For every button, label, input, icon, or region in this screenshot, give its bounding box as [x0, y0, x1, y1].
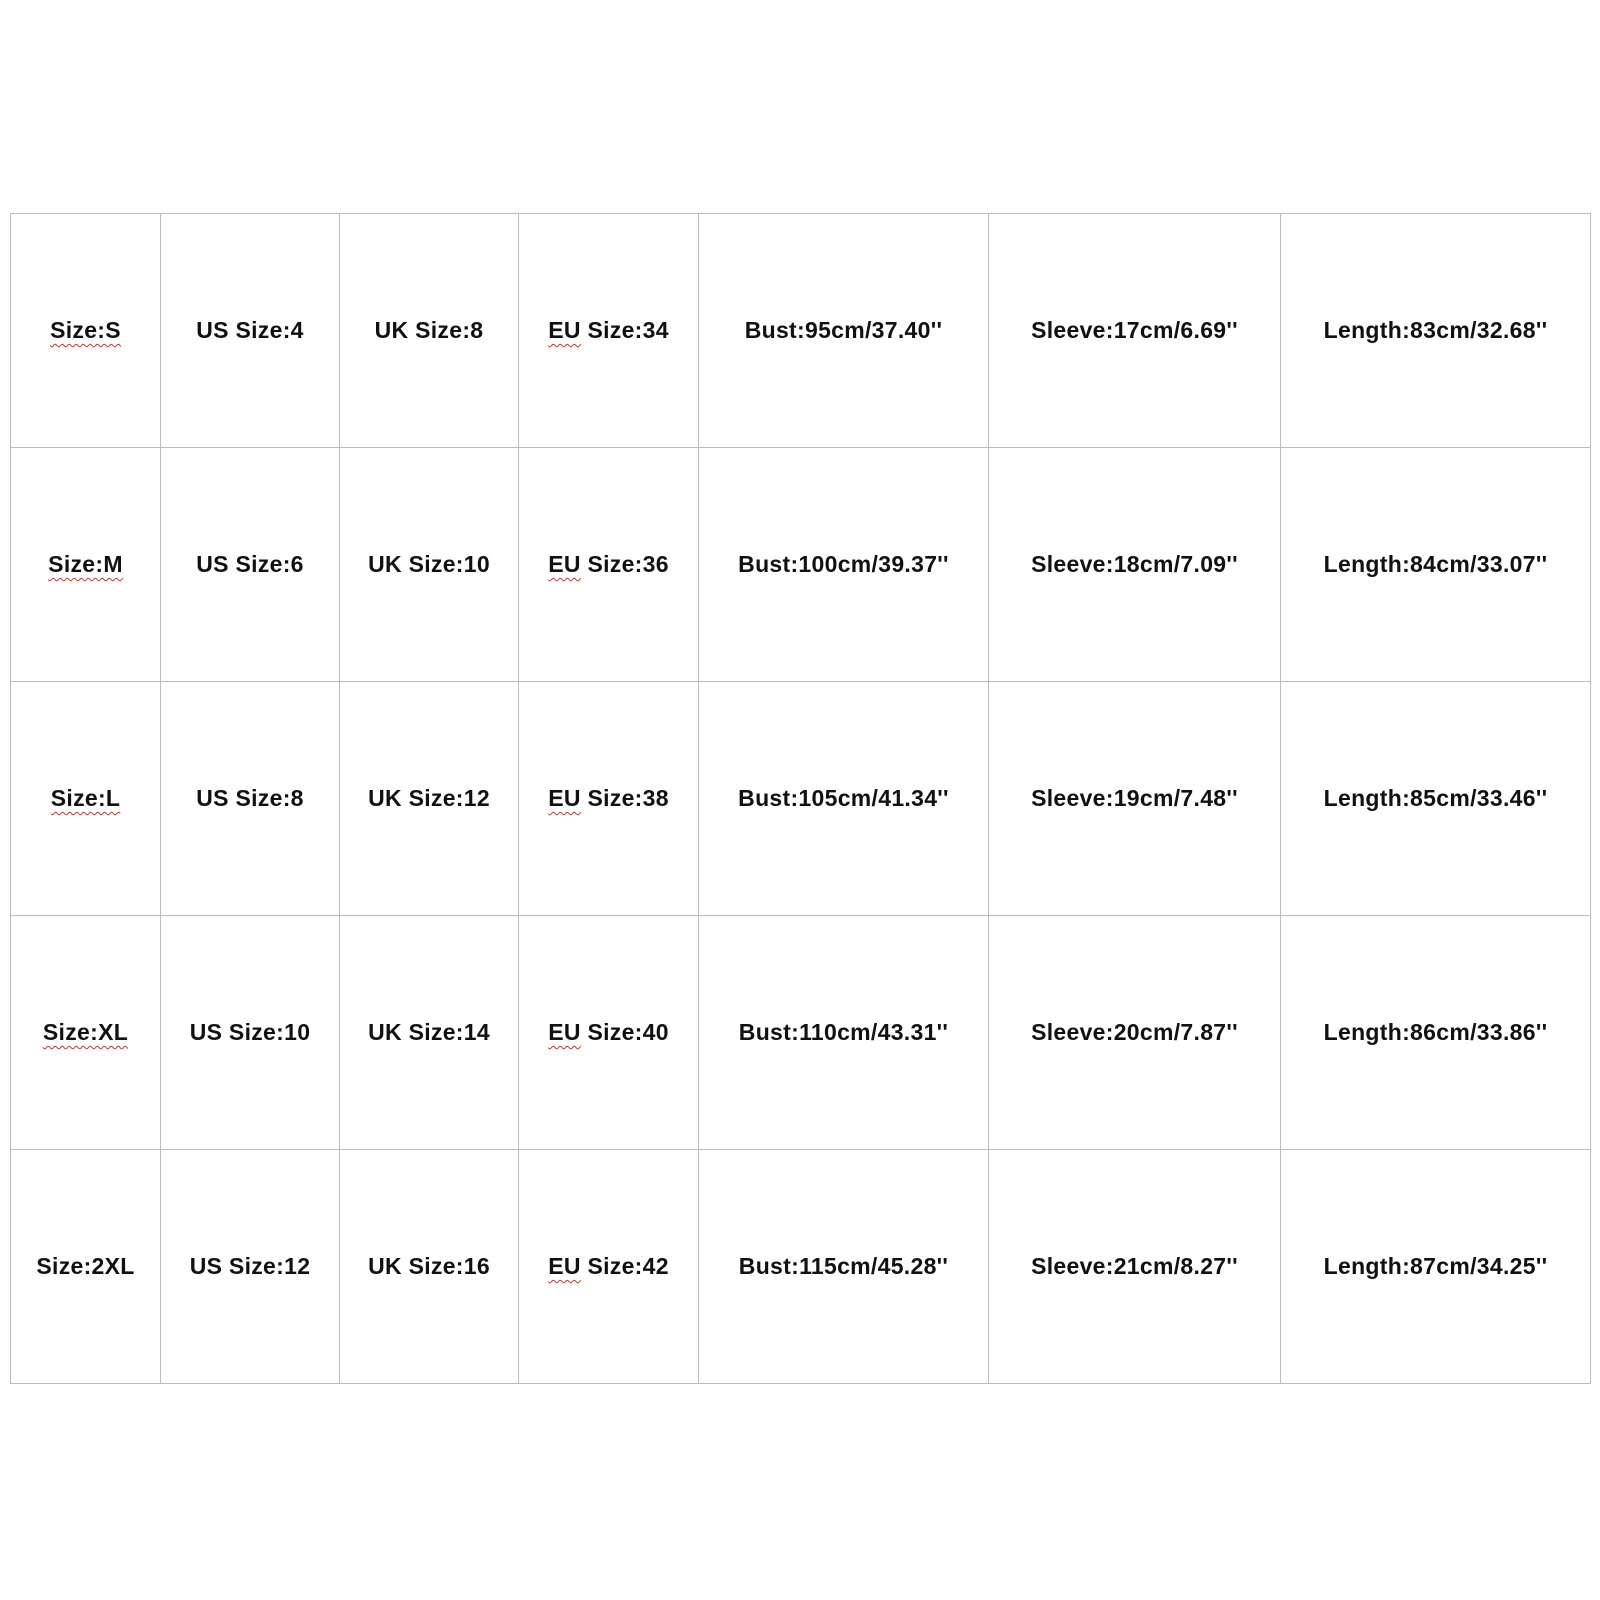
size-label: Size:M	[48, 551, 123, 577]
eu-size-value: Size:38	[580, 785, 669, 811]
sleeve-cell: Sleeve:19cm/7.48''	[989, 682, 1281, 916]
eu-size-value: Size:36	[580, 551, 669, 577]
sleeve-cell: Sleeve:21cm/8.27''	[989, 1150, 1281, 1384]
eu-size-cell	[519, 448, 699, 682]
uk-size-cell: UK Size:10	[340, 448, 519, 682]
size-cell	[11, 916, 161, 1150]
eu-size-value: Size:34	[580, 317, 669, 343]
size-cell	[11, 682, 161, 916]
uk-size-cell: UK Size:16	[340, 1150, 519, 1384]
table-row	[11, 1150, 1591, 1384]
length-cell: Length:83cm/32.68''	[1281, 214, 1591, 448]
bust-cell: Bust:110cm/43.31''	[699, 916, 989, 1150]
us-size-cell: US Size:10	[161, 916, 340, 1150]
table-row	[11, 448, 1591, 682]
eu-size-cell	[519, 916, 699, 1150]
eu-prefix: EU	[548, 551, 581, 577]
sleeve-cell: Sleeve:20cm/7.87''	[989, 916, 1281, 1150]
table-row	[11, 682, 1591, 916]
eu-size-value: Size:40	[580, 1019, 669, 1045]
size-label: Size:S	[50, 317, 121, 343]
eu-prefix: EU	[548, 1019, 581, 1045]
size-chart-table	[10, 213, 1591, 1384]
uk-size-cell: UK Size:12	[340, 682, 519, 916]
bust-cell: Bust:100cm/39.37''	[699, 448, 989, 682]
length-cell: Length:87cm/34.25''	[1281, 1150, 1591, 1384]
size-label: Size:L	[50, 785, 121, 811]
bust-cell: Bust:105cm/41.34''	[699, 682, 989, 916]
us-size-cell: US Size:6	[161, 448, 340, 682]
size-cell: Size:2XL	[11, 1150, 161, 1384]
table-row	[11, 214, 1591, 448]
us-size-cell: US Size:12	[161, 1150, 340, 1384]
length-cell: Length:84cm/33.07''	[1281, 448, 1591, 682]
uk-size-cell: UK Size:8	[340, 214, 519, 448]
uk-size-cell: UK Size:14	[340, 916, 519, 1150]
table-row	[11, 916, 1591, 1150]
size-label: Size:XL	[42, 1019, 129, 1045]
eu-prefix: EU	[548, 785, 581, 811]
eu-size-cell	[519, 1150, 699, 1384]
size-cell	[11, 214, 161, 448]
size-cell	[11, 448, 161, 682]
us-size-cell: US Size:4	[161, 214, 340, 448]
sleeve-cell: Sleeve:18cm/7.09''	[989, 448, 1281, 682]
us-size-cell: US Size:8	[161, 682, 340, 916]
eu-prefix: EU	[548, 317, 581, 343]
eu-size-value: Size:42	[580, 1253, 669, 1279]
length-cell: Length:86cm/33.86''	[1281, 916, 1591, 1150]
eu-size-cell	[519, 682, 699, 916]
bust-cell: Bust:115cm/45.28''	[699, 1150, 989, 1384]
bust-cell: Bust:95cm/37.40''	[699, 214, 989, 448]
sleeve-cell: Sleeve:17cm/6.69''	[989, 214, 1281, 448]
eu-size-cell	[519, 214, 699, 448]
length-cell: Length:85cm/33.46''	[1281, 682, 1591, 916]
eu-prefix: EU	[548, 1253, 581, 1279]
